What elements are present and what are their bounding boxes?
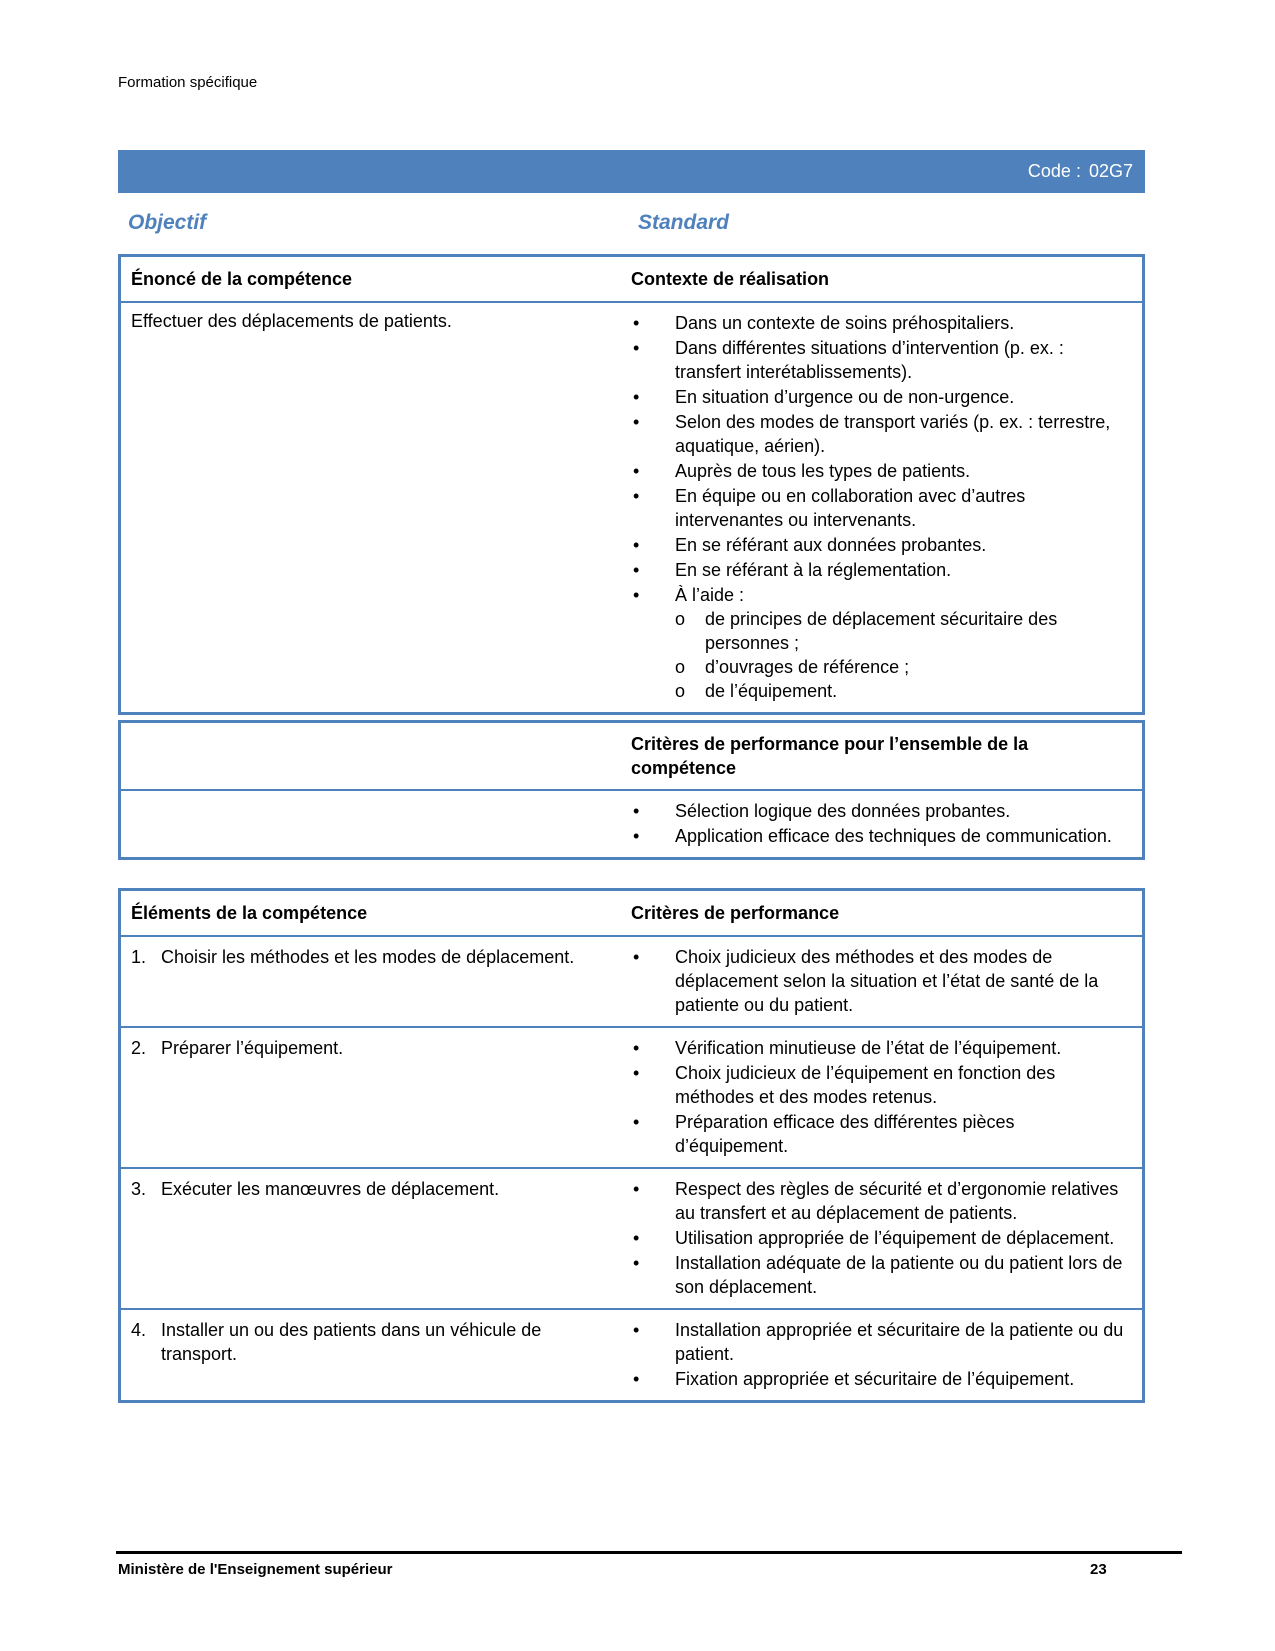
elements-table xyxy=(118,888,1145,1403)
elements-table-header xyxy=(121,891,1142,937)
criteria-item: • Préparation efficace des différentes pièces d’équipement. xyxy=(631,1110,1132,1158)
element-cell xyxy=(121,1028,631,1167)
criteria-item: • Fixation appropriée et sécuritaire de l’équipement. xyxy=(631,1367,1132,1391)
context-item: • En se référant aux données probantes. xyxy=(631,533,1132,557)
criteria-cell xyxy=(631,937,1142,1026)
code-value: 02G7 xyxy=(1088,161,1133,181)
element-text: Exécuter les manœuvres de déplacement. xyxy=(161,1179,500,1199)
criteria-cell xyxy=(631,1169,1142,1308)
page-number: 23 xyxy=(1090,1561,1107,1578)
overall-criteria-body xyxy=(121,791,1142,857)
standard-heading: Standard xyxy=(638,211,730,234)
context-header: Contexte de réalisation xyxy=(631,268,830,289)
element-number: 2. xyxy=(131,1038,147,1058)
competency-statement: Effectuer des déplacements de patients. xyxy=(131,311,452,331)
criteria-cell xyxy=(631,1310,1142,1400)
element-row-1 xyxy=(121,937,1142,1028)
overall-criteria-header-row xyxy=(121,723,1142,791)
criteria-item: • Utilisation appropriée de l’équipement de déplacement. xyxy=(631,1226,1132,1250)
aide-sub-item: o de l’équipement. xyxy=(675,679,1132,703)
empty-cell xyxy=(121,748,631,764)
context-item: • En situation d’urgence ou de non-urgence. xyxy=(631,385,1132,409)
context-list xyxy=(631,303,1142,712)
element-text: Préparer l’équipement. xyxy=(161,1038,344,1058)
element-number: 1. xyxy=(131,947,147,967)
context-item: • Dans un contexte de soins préhospitaliers. xyxy=(631,311,1132,335)
criteria-item: • Installation adéquate de la patiente ou du patient lors de son déplacement. xyxy=(631,1251,1132,1299)
criteria-cell xyxy=(631,1028,1142,1167)
criteria-item: • Vérification minutieuse de l’état de l’équipement. xyxy=(631,1036,1132,1060)
element-number: 3. xyxy=(131,1179,147,1199)
overall-criteria-list xyxy=(631,791,1142,857)
overall-criteria-header: Critères de performance pour l’ensemble de la compétence xyxy=(631,734,1029,778)
context-item: • Auprès de tous les types de patients. xyxy=(631,459,1132,483)
element-text: Choisir les méthodes et les modes de déplacement. xyxy=(161,947,575,967)
criteria-item: • Respect des règles de sécurité et d’ergonomie relatives au transfert et au déplacement de patients. xyxy=(631,1177,1132,1225)
criteria-header: Critères de performance xyxy=(631,902,840,923)
element-row-4 xyxy=(121,1310,1142,1400)
criteria-item: • Choix judicieux de l’équipement en fonction des méthodes et des modes retenus. xyxy=(631,1061,1132,1109)
statement-header: Énoncé de la compétence xyxy=(131,268,353,289)
empty-cell xyxy=(121,791,631,857)
element-cell xyxy=(121,937,631,1026)
aide-sub-item: o d’ouvrages de référence ; xyxy=(675,655,1132,679)
competency-table-body xyxy=(121,303,1142,712)
context-item-aide xyxy=(631,583,1132,703)
elements-header: Éléments de la compétence xyxy=(131,902,368,923)
element-row-3 xyxy=(121,1169,1142,1310)
overall-criteria-table xyxy=(118,720,1145,860)
element-text: Installer un ou des patients dans un véhicule de transport. xyxy=(161,1320,542,1364)
context-item: • Selon des modes de transport variés (p. ex. : terrestre, aquatique, aérien). xyxy=(631,410,1132,458)
aide-sub-list xyxy=(675,607,1132,703)
footer-ministry: Ministère de l'Enseignement supérieur xyxy=(118,1561,393,1578)
overall-criteria-item: • Application efficace des techniques de communication. xyxy=(631,824,1132,848)
code-bar xyxy=(118,150,1145,193)
footer-divider xyxy=(116,1551,1182,1554)
document-header: Formation spécifique xyxy=(118,74,258,91)
competency-table-header xyxy=(121,257,1142,303)
competency-table xyxy=(118,254,1145,715)
element-row-2 xyxy=(121,1028,1142,1169)
context-item: • En équipe ou en collaboration avec d’autres intervenantes ou intervenants. xyxy=(631,484,1132,532)
objective-heading: Objectif xyxy=(128,211,207,234)
element-cell xyxy=(121,1310,631,1400)
aide-label: À l’aide : xyxy=(675,585,745,605)
aide-sub-item: o de principes de déplacement sécuritaire des personnes ; xyxy=(675,607,1132,655)
context-item: • Dans différentes situations d’intervention (p. ex. : transfert interétablissements). xyxy=(631,336,1132,384)
overall-criteria-item: • Sélection logique des données probantes. xyxy=(631,799,1132,823)
element-cell xyxy=(121,1169,631,1308)
context-item: • En se référant à la réglementation. xyxy=(631,558,1132,582)
criteria-item: • Installation appropriée et sécuritaire de la patiente ou du patient. xyxy=(631,1318,1132,1366)
code-label: Code : xyxy=(1027,161,1081,181)
criteria-item: • Choix judicieux des méthodes et des modes de déplacement selon la situation et l’état de santé de la patiente ou du patient. xyxy=(631,945,1132,1017)
element-number: 4. xyxy=(131,1320,147,1340)
